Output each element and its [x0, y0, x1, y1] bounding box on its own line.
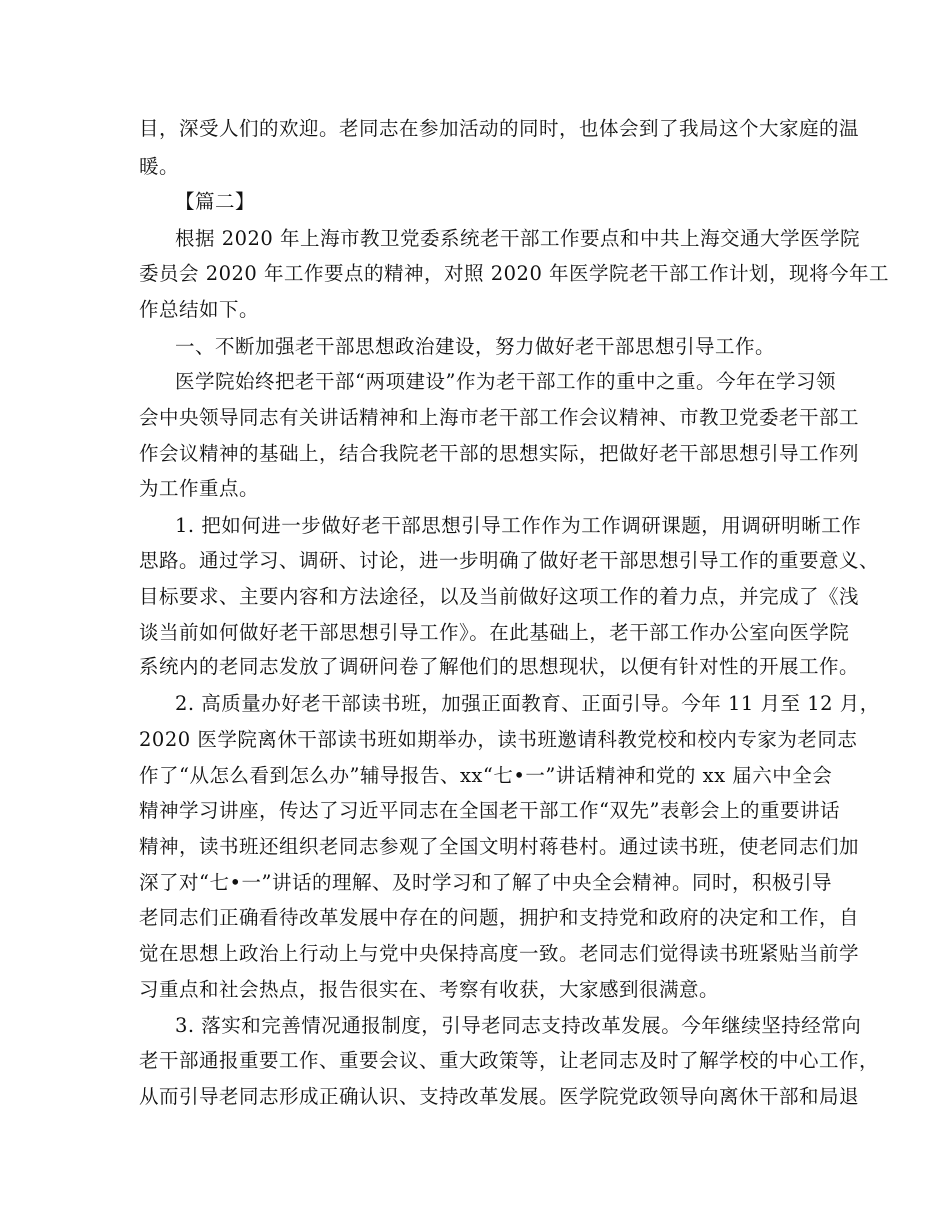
- text-line: 觉在思想上政治上行动上与党中央保持高度一致。老同志们觉得读书班紧贴当前学: [139, 942, 860, 965]
- text-line: 老干部通报重要工作、重要会议、重大政策等，让老同志及时了解学校的中心工作，: [139, 1049, 880, 1072]
- text-line: 目标要求、主要内容和方法途径，以及当前做好这项工作的着力点，并完成了《浅: [139, 585, 860, 608]
- text-line: 谈当前如何做好老干部思想引导工作》。在此基础上，老干部工作办公室向医学院: [139, 621, 850, 644]
- text-line: 根据 2020 年上海市教卫党委系统老干部工作要点和中共上海交通大学医学院: [175, 227, 861, 250]
- text-line: 3. 落实和完善情况通报制度，引导老同志支持改革发展。今年继续坚持经常向: [175, 1014, 862, 1037]
- text-line: 委员会 2020 年工作要点的精神，对照 2020 年医学院老干部工作计划，现将今年工: [139, 262, 890, 285]
- text-line: 1. 把如何进一步做好老干部思想引导工作作为工作调研课题，用调研明晰工作: [175, 514, 862, 537]
- text-line: 2020 医学院离休干部读书班如期举办，读书班邀请科教党校和校内专家为老同志: [139, 728, 858, 751]
- text-line: 深了对“七•一”讲话的理解、及时学习和了解了中央全会精神。同时，积极引导: [139, 871, 832, 894]
- text-line: 作了“从怎么看到怎么办”辅导报告、xx“七•一”讲话精神和党的 xx 届六中全会: [139, 764, 833, 787]
- text-line: 作会议精神的基础上，结合我院老干部的思想实际，把做好老干部思想引导工作列: [139, 442, 860, 465]
- section-heading: 【篇二】: [175, 190, 256, 213]
- text-line: 2. 高质量办好老干部读书班，加强正面教育、正面引导。今年 11 月至 12 月，: [175, 692, 880, 715]
- text-line: 为工作重点。: [139, 477, 260, 500]
- text-line: 系统内的老同志发放了调研问卷了解他们的思想现状，以便有针对性的开展工作。: [139, 655, 860, 678]
- text-line: 作总结如下。: [139, 298, 260, 321]
- text-line: 医学院始终把老干部“两项建设”作为老干部工作的重中之重。今年在学习领: [175, 370, 836, 393]
- text-line: 目，深受人们的欢迎。老同志在参加活动的同时，也体会到了我局这个大家庭的温: [139, 117, 860, 140]
- subheading: 一、不断加强老干部思想政治建设，努力做好老干部思想引导工作。: [175, 335, 776, 358]
- text-line: 精神，读书班还组织老同志参观了全国文明村蒋巷村。通过读书班，使老同志们加: [139, 835, 860, 858]
- text-line: 会中央领导同志有关讲话精神和上海市老干部工作会议精神、市教卫党委老干部工: [139, 406, 860, 429]
- text-line: 暖。: [139, 155, 180, 178]
- text-line: 精神学习讲座，传达了习近平同志在全国老干部工作“双先”表彰会上的重要讲话: [139, 799, 840, 822]
- text-line: 从而引导老同志形成正确认识、支持改革发展。医学院党政领导向离休干部和局退: [139, 1085, 860, 1108]
- text-line: 思路。通过学习、调研、讨论，进一步明确了做好老干部思想引导工作的重要意义、: [139, 549, 880, 572]
- text-line: 习重点和社会热点，报告很实在、考察有收获，大家感到很满意。: [139, 978, 720, 1001]
- text-line: 老同志们正确看待改革发展中存在的问题，拥护和支持党和政府的决定和工作，自: [139, 906, 860, 929]
